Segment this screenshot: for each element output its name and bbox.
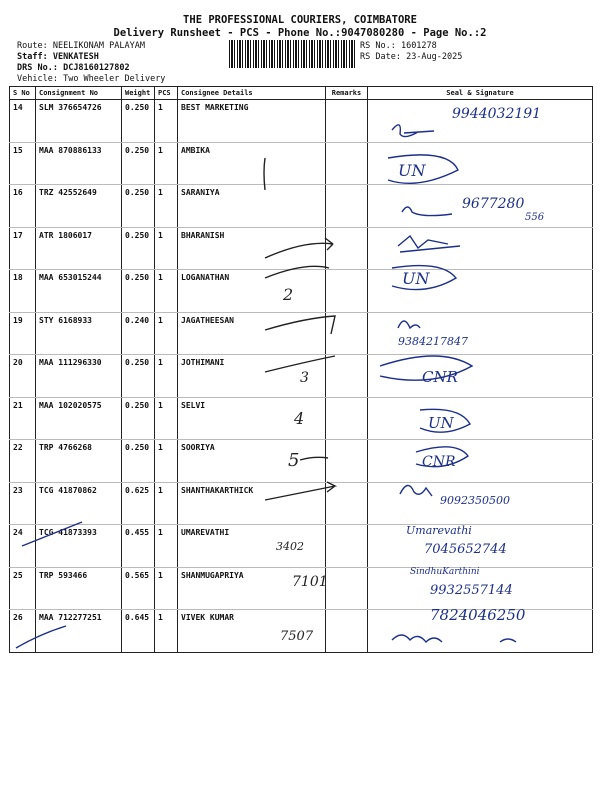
row-remarks	[326, 440, 368, 483]
row-sno: 21	[10, 397, 36, 440]
hw-row26-phone: 7824046250	[430, 606, 526, 624]
row-remarks	[326, 100, 368, 143]
table-row	[10, 185, 593, 228]
row-remarks	[326, 482, 368, 525]
row-seal-signature	[368, 100, 593, 143]
rs-no-label: RS No.:	[360, 41, 396, 51]
col-seal-signature: Seal & Signature	[368, 87, 593, 100]
row-remarks	[326, 185, 368, 228]
row-consignee: SHANTHAKARTHICK	[178, 482, 326, 525]
hw-row14-phone: 9944032191	[452, 106, 542, 122]
row-seal-signature	[368, 610, 593, 653]
row-consignment: TRP 593466	[36, 567, 122, 610]
table-row	[10, 482, 593, 525]
row-consignment: TRP 4766268	[36, 440, 122, 483]
hw-row21-sig: UN	[428, 414, 454, 432]
rs-date-label: RS Date:	[360, 52, 401, 62]
row-consignment: TCG 41870862	[36, 482, 122, 525]
runsheet-subtitle: Delivery Runsheet - PCS - Phone No.:9047080280 - Page No.:2	[113, 27, 487, 39]
delivery-table	[9, 86, 593, 653]
row-sno: 14	[10, 100, 36, 143]
rs-no-line	[360, 41, 437, 51]
row-pcs: 1	[155, 525, 178, 568]
row-consignee: VIVEK KUMAR	[178, 610, 326, 653]
row-consignee: SHANMUGAPRIYA	[178, 567, 326, 610]
row-pcs: 1	[155, 142, 178, 185]
row-seal-signature	[368, 440, 593, 483]
row-remarks	[326, 355, 368, 398]
row-seal-signature	[368, 355, 593, 398]
row-remarks	[326, 610, 368, 653]
row-pcs: 1	[155, 355, 178, 398]
hw-row19-phone: 9384217847	[398, 335, 468, 348]
table-row	[10, 440, 593, 483]
hw-row24-phone: 7045652744	[424, 542, 507, 557]
row-sno: 22	[10, 440, 36, 483]
hw-row15-sig: UN	[398, 161, 426, 180]
hw-row18-sig: UN	[402, 269, 430, 288]
row-weight: 0.250	[122, 142, 155, 185]
row-sno: 16	[10, 185, 36, 228]
row-seal-signature	[368, 312, 593, 355]
table-header-row	[10, 87, 593, 100]
row-sno: 18	[10, 270, 36, 313]
row-seal-signature	[368, 397, 593, 440]
row-sno: 20	[10, 355, 36, 398]
table-row	[10, 270, 593, 313]
row-sno: 19	[10, 312, 36, 355]
hw-row24-name: Umarevathi	[406, 524, 472, 537]
row-remarks	[326, 525, 368, 568]
hw-row21-num: 4	[294, 409, 305, 428]
hw-row16-extra: 556	[525, 212, 545, 223]
hw-row24-remark: 3402	[276, 540, 304, 553]
row-pcs: 1	[155, 270, 178, 313]
row-consignment: MAA 870886133	[36, 142, 122, 185]
row-remarks	[326, 312, 368, 355]
table-row	[10, 312, 593, 355]
row-consignment: MAA 102020575	[36, 397, 122, 440]
row-seal-signature	[368, 270, 593, 313]
row-weight: 0.250	[122, 355, 155, 398]
row-consignment: MAA 111296330	[36, 355, 122, 398]
drs-line	[17, 63, 130, 73]
hw-row20-num: 3	[300, 370, 309, 386]
col-consignment: Consignment No	[36, 87, 122, 100]
row-seal-signature	[368, 142, 593, 185]
row-remarks	[326, 142, 368, 185]
hw-row25-remark: 7101	[292, 574, 328, 590]
row-remarks	[326, 397, 368, 440]
row-seal-signature	[368, 227, 593, 270]
table-row	[10, 610, 593, 653]
row-consignment: ATR 1806017	[36, 227, 122, 270]
row-consignee: BEST MARKETING	[178, 100, 326, 143]
row-weight: 0.455	[122, 525, 155, 568]
hw-row18-num: 2	[283, 285, 294, 304]
row-pcs: 1	[155, 227, 178, 270]
row-sno: 25	[10, 567, 36, 610]
col-weight: Weight	[122, 87, 155, 100]
hw-row23-phone: 9092350500	[440, 494, 510, 507]
table-row	[10, 567, 593, 610]
row-consignee: LOGANATHAN	[178, 270, 326, 313]
row-seal-signature	[368, 185, 593, 228]
row-sno: 26	[10, 610, 36, 653]
drs-label: DRS No.:	[17, 63, 58, 73]
row-consignee: SOORIYA	[178, 440, 326, 483]
row-consignee: SARANIYA	[178, 185, 326, 228]
vehicle-label: Vehicle:	[17, 74, 58, 84]
table-row	[10, 397, 593, 440]
row-remarks	[326, 270, 368, 313]
row-consignee: SELVI	[178, 397, 326, 440]
row-weight: 0.250	[122, 185, 155, 228]
barcode	[229, 40, 355, 68]
row-weight: 0.250	[122, 440, 155, 483]
row-consignment: STY 6168933	[36, 312, 122, 355]
vehicle-value: Two Wheeler Delivery	[63, 74, 166, 84]
row-weight: 0.240	[122, 312, 155, 355]
row-consignment: MAA 712277251	[36, 610, 122, 653]
col-consignee: Consignee Details	[178, 87, 326, 100]
hw-row22-num: 5	[288, 450, 300, 471]
hw-row26-remark: 7507	[280, 629, 314, 644]
hw-row20-sig: CNR	[422, 368, 458, 386]
staff-value: VENKATESH	[52, 52, 99, 62]
hw-row22-sig: CNR	[422, 454, 456, 470]
row-consignment: TRZ 42552649	[36, 185, 122, 228]
col-pcs: PCS	[155, 87, 178, 100]
row-weight: 0.645	[122, 610, 155, 653]
row-pcs: 1	[155, 397, 178, 440]
table-row	[10, 525, 593, 568]
row-pcs: 1	[155, 100, 178, 143]
row-weight: 0.250	[122, 100, 155, 143]
company-title: THE PROFESSIONAL COURIERS, COIMBATORE	[183, 14, 417, 26]
row-seal-signature	[368, 482, 593, 525]
table-row	[10, 100, 593, 143]
row-consignee: JOTHIMANI	[178, 355, 326, 398]
route-line	[17, 41, 145, 51]
route-label: Route:	[17, 41, 48, 51]
col-sno: S No	[10, 87, 36, 100]
table-row	[10, 355, 593, 398]
rs-date-line	[360, 52, 462, 62]
row-weight: 0.250	[122, 270, 155, 313]
row-consignment: TCG 41873393	[36, 525, 122, 568]
row-weight: 0.565	[122, 567, 155, 610]
row-weight: 0.625	[122, 482, 155, 525]
col-remarks: Remarks	[326, 87, 368, 100]
row-consignee: JAGATHEESAN	[178, 312, 326, 355]
table-row	[10, 227, 593, 270]
row-consignee: AMBIKA	[178, 142, 326, 185]
table-row	[10, 142, 593, 185]
hw-row25-name: SindhuKarthini	[410, 567, 480, 577]
row-consignment: SLM 376654726	[36, 100, 122, 143]
row-seal-signature	[368, 525, 593, 568]
row-sno: 15	[10, 142, 36, 185]
row-pcs: 1	[155, 185, 178, 228]
row-pcs: 1	[155, 567, 178, 610]
row-pcs: 1	[155, 482, 178, 525]
row-sno: 24	[10, 525, 36, 568]
hw-row16-phone: 9677280	[462, 196, 525, 212]
row-pcs: 1	[155, 440, 178, 483]
rs-no-value: 1601278	[400, 41, 437, 51]
row-sno: 17	[10, 227, 36, 270]
route-value: NEELIKONAM PALAYAM	[52, 41, 145, 51]
rs-date-value: 23-Aug-2025	[406, 52, 463, 62]
row-consignee: BHARANISH	[178, 227, 326, 270]
vehicle-line	[17, 74, 165, 84]
row-seal-signature	[368, 567, 593, 610]
drs-value: DCJ8160127802	[63, 63, 130, 73]
row-sno: 23	[10, 482, 36, 525]
row-pcs: 1	[155, 610, 178, 653]
row-consignee: UMAREVATHI	[178, 525, 326, 568]
row-weight: 0.250	[122, 397, 155, 440]
hw-row25-phone: 9932557144	[430, 583, 513, 598]
row-weight: 0.250	[122, 227, 155, 270]
row-pcs: 1	[155, 312, 178, 355]
row-remarks	[326, 567, 368, 610]
row-remarks	[326, 227, 368, 270]
staff-label: Staff:	[17, 52, 48, 62]
row-consignment: MAA 653015244	[36, 270, 122, 313]
staff-line	[17, 52, 99, 62]
